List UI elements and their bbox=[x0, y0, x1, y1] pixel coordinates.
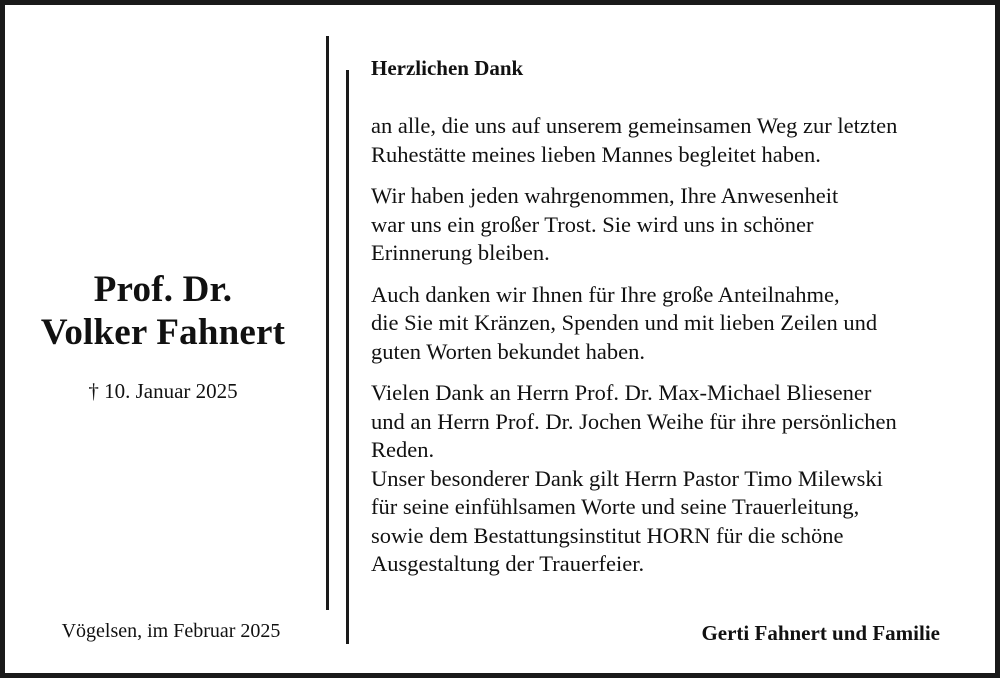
signature: Gerti Fahnert und Familie bbox=[701, 621, 940, 645]
thanks-body bbox=[371, 112, 971, 592]
text-line: Unser besonderer Dank gilt Herrn Pastor Timo Milewski bbox=[371, 465, 883, 491]
deceased-name bbox=[8, 268, 318, 354]
text-line: Vielen Dank an Herrn Prof. Dr. Max-Michael Bliesener bbox=[371, 380, 872, 405]
text-line: an alle, die uns auf unserem gemeinsamen Weg zur letzten bbox=[371, 113, 898, 138]
text-line: Wir haben jeden wahrgenommen, Ihre Anwesenheit bbox=[371, 183, 839, 208]
paragraph bbox=[371, 112, 971, 169]
place-and-date: Vögelsen, im Februar 2025 bbox=[61, 620, 281, 642]
text-line: war uns ein großer Trost. Sie wird uns in schöner bbox=[371, 211, 814, 237]
thanks-heading: Herzlichen Dank bbox=[371, 56, 524, 80]
text-line: Erinnerung bleiben. bbox=[371, 240, 550, 265]
paragraph bbox=[371, 182, 971, 268]
text-line: Reden. bbox=[371, 437, 435, 462]
text-line: guten Worten bekundet haben. bbox=[371, 338, 645, 364]
text-line: und an Herrn Prof. Dr. Jochen Weihe für ihre persönlichen bbox=[371, 408, 897, 434]
deceased-full-name: Volker Fahnert bbox=[40, 312, 286, 353]
paragraph bbox=[371, 281, 971, 367]
divider-rule-left bbox=[326, 36, 329, 610]
paragraph bbox=[371, 379, 971, 579]
text-line: Ruhestätte meines lieben Mannes begleitet haben. bbox=[371, 141, 821, 167]
divider-rule-right bbox=[346, 70, 349, 644]
text-line: Auch danken wir Ihnen für Ihre große Anteilnahme, bbox=[371, 281, 840, 307]
text-line: die Sie mit Kränzen, Spenden und mit lieben Zeilen und bbox=[371, 310, 878, 335]
text-line: Ausgestaltung der Trauerfeier. bbox=[371, 551, 645, 576]
text-line: sowie dem Bestattungsinstitut HORN für die schöne bbox=[371, 522, 844, 548]
death-date: † 10. Januar 2025 bbox=[88, 379, 238, 403]
deceased-title: Prof. Dr. bbox=[93, 269, 233, 310]
text-line: für seine einfühlsamen Worte und seine Trauerleitung, bbox=[371, 494, 860, 519]
